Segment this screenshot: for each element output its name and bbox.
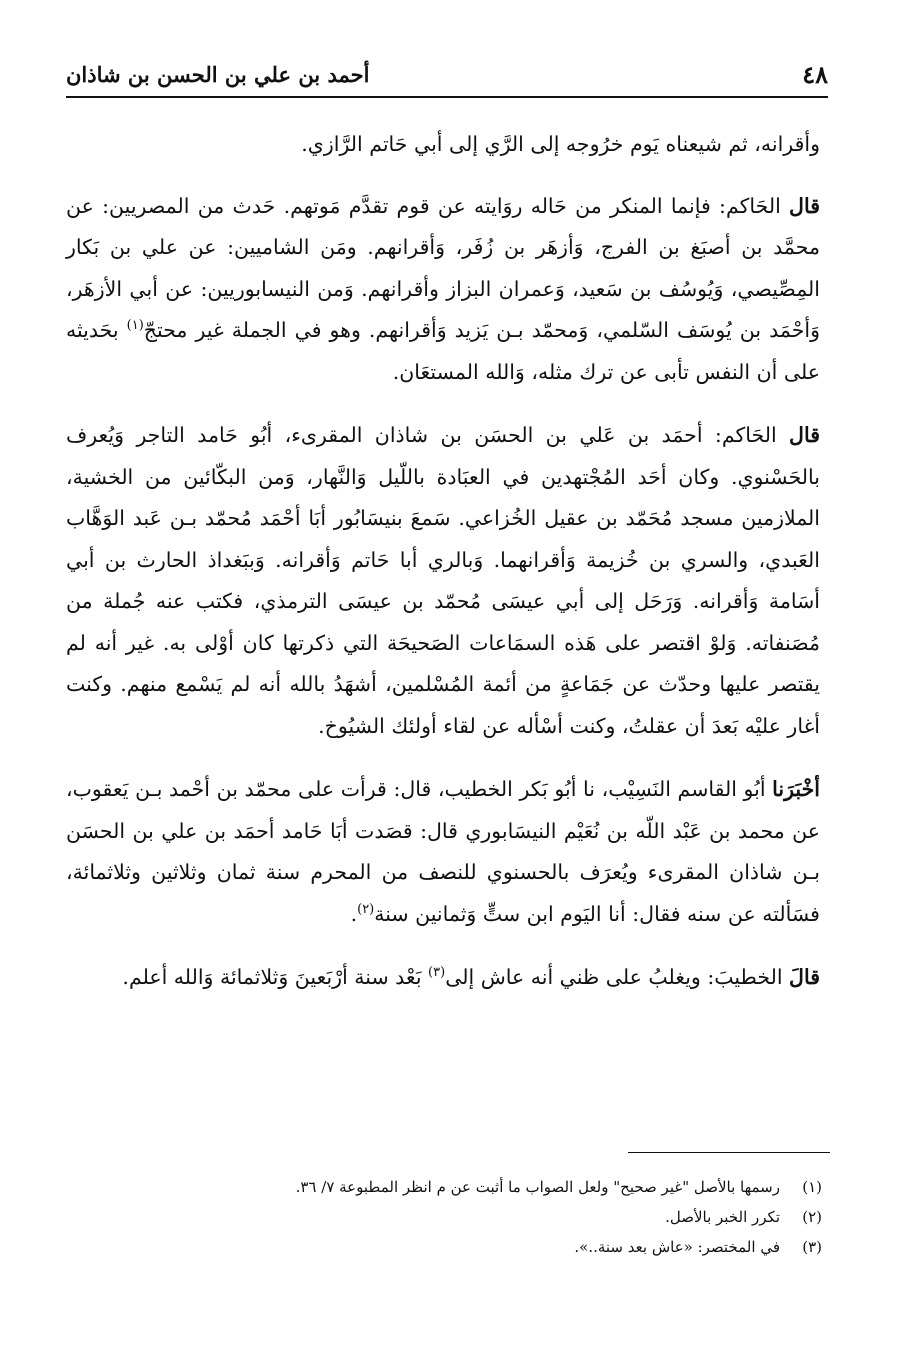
footnote (80, 1172, 822, 1202)
paragraph-text: أبُو القاسم النَسِيْب، نا أبُو بَكر الخطيب، قال: قرأت على محمّد بن أحْمد بـن يَعقوب، عن محمد بن عَبْد اللّه بن نُعَيْم النيسَابوري قال: قصَدت أبَا حَامد أحمَد بن علي بن الحسَن بـن شاذان المقرىء ويُعرَف بالحسنوي للنصف من المحرم سنة ثمان وثلاثين وثلاثمائة، فسَألته عن سنه فقال: أنا اليَوم ابن ستٍّ وَثمانين سنة (66, 777, 820, 926)
paragraph-2 (66, 186, 820, 394)
paragraph-text: بحَديثه على أن النفس تأبى عن ترك مثله، وَالله المستعَان. (66, 318, 820, 384)
paragraph-text: . (350, 901, 358, 926)
paragraph-4 (66, 769, 820, 935)
footnote-reference[interactable]: (٢) (357, 901, 375, 917)
footnotes (80, 1172, 822, 1262)
paragraph-lead: قال (789, 423, 820, 447)
paragraph-text: وأقرانه، ثم شيعناه يَوم خرُوجه إلى الرَّي إلى أبي حَاتم الرَّازي. (301, 132, 820, 156)
running-header (66, 56, 828, 96)
footnote-number: (٣) (802, 1238, 822, 1256)
footnote-text: في المختصر: «عاش بعد سنة..». (574, 1238, 780, 1256)
footnote (80, 1232, 822, 1262)
page-number: ٤٨ (802, 60, 828, 89)
body-text (66, 124, 820, 1021)
footnote-reference[interactable]: (١) (126, 318, 144, 334)
footnote-text: رسمها بالأصل "غير صحيح" ولعل الصواب ما أثبت عن م انظر المطبوعة ٧/ ٣٦. (295, 1178, 780, 1196)
footnote-text: تكرر الخبر بالأصل. (665, 1208, 780, 1226)
footnote-reference[interactable]: (٣) (428, 965, 446, 981)
paragraph-3 (66, 415, 820, 747)
paragraph-5 (66, 957, 820, 999)
paragraph-lead: قال (789, 193, 820, 218)
footnote-number: (٢) (802, 1208, 822, 1226)
paragraph-lead: قالَ (789, 965, 820, 989)
paragraph-text: الحَاكم: فإنما المنكر من حَاله روَايته عن قوم تقدَّم مَوتهم. حَدث من المصريين: عن محمَّد بن أصبَغ بن الفرج، وَأزهَر بن زُفَر، وَأقرانهم. ومَن الشاميين: عن علي بن بَكار المِصِّيصي، وَيُوسُف بن سَعيد، وَعمران البزاز وأقرانهم. وَمن النيسابوريين: عن أبي الأزهَر، وَأحْمَد بن يُوسَف السّلمي، وَمحمّد بـن يَزيد وَأقرانهم. وهو في الجملة غير محتجّ (66, 193, 820, 342)
footnote-rule (628, 1152, 830, 1153)
paragraph-lead: أخْبَرَنا (772, 777, 820, 801)
paragraph-text: بَعْد سنة أرْبَعينَ وَثلاثمائة وَالله أعلم. (122, 965, 429, 989)
footnote-number: (١) (802, 1178, 822, 1196)
footnote (80, 1202, 822, 1232)
paragraph-1 (66, 124, 820, 166)
running-title: أحمد بن علي بن الحسن بن شاذان (66, 62, 370, 87)
header-rule (66, 96, 828, 98)
paragraph-text: الخطيبَ: ويغلبُ على ظني أنه عاش إلى (445, 965, 790, 989)
paragraph-text: الحَاكم: أحمَد بن عَلي بن الحسَن بن شاذان المقرىء، أبُو حَامد التاجر وَيُعرف بالحَسْنوي. وكان أحَد المُجْتهدين في العبَادة باللّيل وَالنَّهار، وَمن البكّائين من الخشية، الملازمين مسجد مُحَمّد بن عقيل الخُزاعي. سَمعَ بنيسَابُور أبَا أحْمَد مُحمّد بـن عَبد الوَهَّاب العَبدي، والسري بن خُزيمة وَأقرانهما. وَبالري أبا حَاتم وَأقرانه. وَببَغداذ الحارث بن أبي أسَامة وَأقرانه. وَرَحَل إلى أبي عيسَى مُحمّد بن عيسَى الترمذي، فكتب عنه جُملة من مُصَنفاته. وَلوْ اقتصر على هَذه السمَاعات الصَحيحَة التي ذكرتها كان أوْلى به. غير أنه لم يقتصر عليها وحدّث عن جَمَاعةٍ من أئمة المُسْلمين، أشهَدُ بالله أنه لم يَسْمع منهم. وكنت أغار عليْه بَعدَ أن عقلتُ، وكنت أسْأله عن لقاء أولئك الشيُوخ. (66, 423, 821, 738)
